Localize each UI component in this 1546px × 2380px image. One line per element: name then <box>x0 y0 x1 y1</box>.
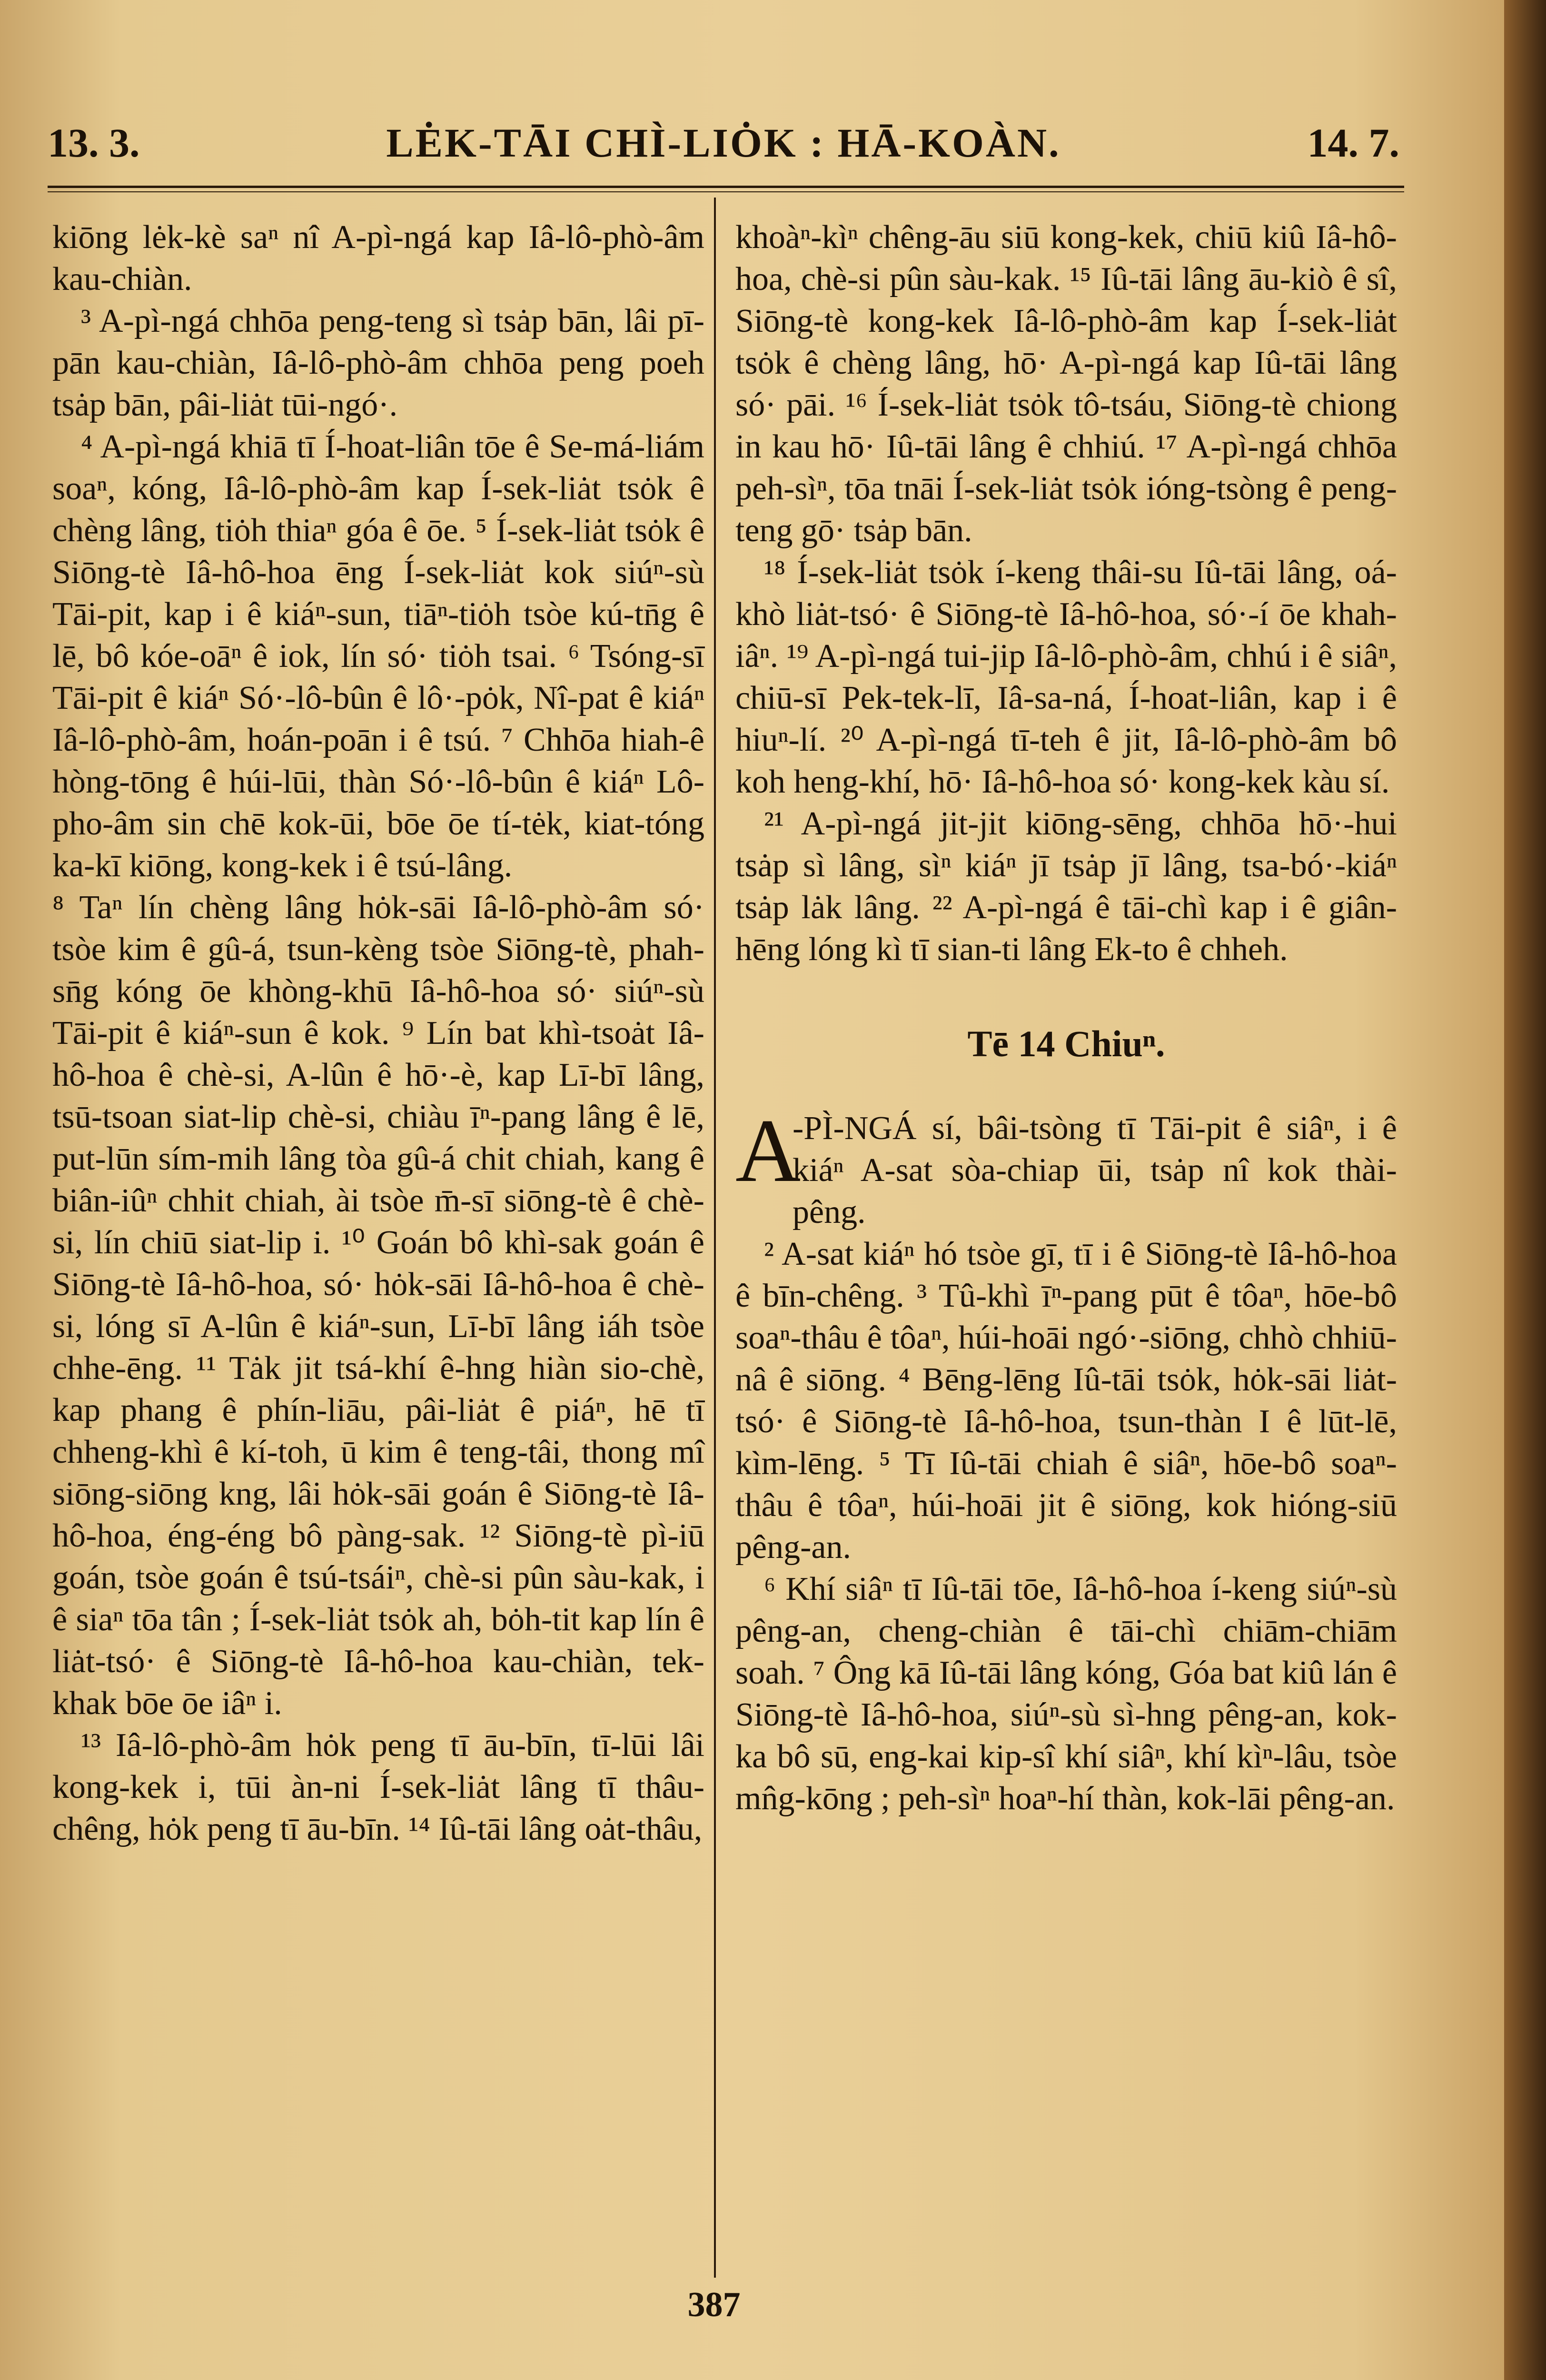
paragraph: ⁸ Taⁿ lín chèng lâng hȯk-sāi Iâ-lô-phò-âm só· tsòe kim ê gû-á, tsun-kèng tsòe Siōng-tè, phah-sn̄g kóng ōe khòng-khū Iâ-hô-hoa só· siúⁿ-sù Tāi-pit ê kiáⁿ-sun ê kok. ⁹ Lín bat khì-tsoȧt Iâ-hô-hoa ê chè-si, A-lûn ê hō·-è, kap Lī-bī lâng, tsū-tsoan siat-lip chè-si, chiàu īⁿ-pang lâng ê lē, put-lūn sím-mih lâng tòa gû-á chit chiah, kang ê biân-iûⁿ chhit chiah, ài tsòe m̄-sī siōng-tè ê chè-si, lín chiū siat-lip i. ¹⁰ Goán bô khì-sak goán ê Siōng-tè Iâ-hô-hoa, só· hȯk-sāi Iâ-hô-hoa ê chè-si, lóng sī A-lûn ê kiáⁿ-sun, Lī-bī lâng iáh tsòe chhe-ēng. ¹¹ Tȧk jit tsá-khí ê-hng hiàn sio-chè, kap phang ê phín-liāu, pâi-liȧt ê piáⁿ, hē tī chheng-khì ê kí-toh, ū kim ê teng-tâi, thong mî siōng-siōng kng, lâi hȯk-sāi goán ê Siōng-tè Iâ-hô-hoa, éng-éng bô pàng-sak. ¹² Siōng-tè pì-iū goán, tsòe goán ê tsú-tsáiⁿ, chè-si pûn sàu-kak, i ê siaⁿ tōa tân ; Í-sek-liȧt tsȯk ah, bȯh-tit kap lín ê liȧt-tsó· ê Siōng-tè Iâ-hô-hoa kau-chiàn, tek-khak bōe ōe iâⁿ i. <box>52 889 704 1722</box>
column-divider <box>714 198 716 2278</box>
chapter-first-text: -PÌ-NGÁ sí, bâi-tsòng tī Tāi-pit ê siâⁿ, i ê kiáⁿ A-sat sòa-chiap ūi, tsȧp nî kok thài-pêng. <box>793 1110 1397 1230</box>
header-left-reference: 13. 3. <box>48 120 140 166</box>
paragraph: ² A-sat kiáⁿ hó tsòe gī, tī i ê Siōng-tè Iâ-hô-hoa ê bīn-chêng. ³ Tû-khì īⁿ-pang pūt ê tôaⁿ, hōe-bô soaⁿ-thâu ê tôaⁿ, húi-hoāi ngó·-siōng, chhò chhiū-nâ ê siōng. ⁴ Bēng-lēng Iû-tāi tsȯk, hȯk-sāi liȧt-tsó· ê Siōng-tè Iâ-hô-hoa, tsun-thàn I ê lūt-lē, kìm-lēng. ⁵ Tī Iû-tāi chiah ê siâⁿ, hōe-bô soaⁿ-thâu ê tôaⁿ, húi-hoāi jit ê siōng, kok hióng-siū pêng-an. <box>735 1236 1397 1566</box>
drop-cap: A <box>735 1101 801 1201</box>
header-right-reference: 14. 7. <box>1307 120 1399 166</box>
page-number: 387 <box>687 2285 741 2324</box>
header-rule-thin <box>48 191 1404 192</box>
chapter-opening <box>735 1101 1397 1233</box>
paragraph: ³ A-pì-ngá chhōa peng-teng sì tsȧp bān, lâi pī-pān kau-chiàn, Iâ-lô-phò-âm chhōa peng poeh tsȧp bān, pâi-liȧt tūi-ngó·. <box>52 303 704 423</box>
right-column <box>735 217 1397 1820</box>
header-title: LĖK-TĀI CHÌ-LIȮK : HĀ-KOÀN. <box>386 120 1061 166</box>
paragraph: ⁶ Khí siâⁿ tī Iû-tāi tōe, Iâ-hô-hoa í-keng siúⁿ-sù pêng-an, cheng-chiàn ê tāi-chì chiām-chiām soah. ⁷ Ông kā Iû-tāi lâng kóng, Góa bat kiû lán ê Siōng-tè Iâ-hô-hoa, siúⁿ-sù sì-hng pêng-an, kok-ka bô sū, eng-kai kip-sî khí siâⁿ, khí kìⁿ-lâu, tsòe mn̂g-kōng ; peh-sìⁿ hoaⁿ-hí thàn, kok-lāi pêng-an. <box>735 1571 1397 1817</box>
paragraph: ²¹ A-pì-ngá jit-jit kiōng-sēng, chhōa hō·-hui tsȧp sì lâng, sìⁿ kiáⁿ jī tsȧp jī lâng, tsa-bó·-kiáⁿ tsȧp lȧk lâng. ²² A-pì-ngá ê tāi-chì kap i ê giân-hēng lóng kì tī sian-ti lâng Ek-to ê chheh. <box>735 805 1397 968</box>
page-edge <box>1504 0 1546 2380</box>
paragraph: khoàⁿ-kìⁿ chêng-āu siū kong-kek, chiū kiû Iâ-hô-hoa, chè-si pûn sàu-kak. ¹⁵ Iû-tāi lâng āu-kiò ê sî, Siōng-tè kong-kek Iâ-lô-phò-âm kap Í-sek-liȧt tsȯk ê chèng lâng, hō· A-pì-ngá kap Iû-tāi lâng só· pāi. ¹⁶ Í-sek-liȧt tsȯk tô-tsáu, Siōng-tè chiong in kau hō· Iû-tāi lâng ê chhiú. ¹⁷ A-pì-ngá chhōa peh-sìⁿ, tōa tnāi Í-sek-liȧt tsȯk ióng-tsòng ê peng-teng gō· tsȧp bān. <box>735 219 1397 549</box>
paragraph: ¹³ Iâ-lô-phò-âm hȯk peng tī āu-bīn, tī-lūi lâi kong-kek i, tūi àn-ni Í-sek-liȧt lâng tī thâu-chêng, hȯk peng tī āu-bīn. ¹⁴ Iû-tāi lâng oȧt-thâu, <box>52 1727 704 1847</box>
paragraph: ⁴ A-pì-ngá khiā tī Í-hoat-liân tōe ê Se-má-liám soaⁿ, kóng, Iâ-lô-phò-âm kap Í-sek-liȧt tsȯk ê chèng lâng, tiȯh thiaⁿ góa ê ōe. ⁵ Í-sek-liȧt tsȯk ê Siōng-tè Iâ-hô-hoa ēng Í-sek-liȧt kok siúⁿ-sù Tāi-pit, kap i ê kiáⁿ-sun, tiāⁿ-tiȯh tsòe kú-tn̄g ê lē, bô kóe-oāⁿ ê iok, lín só· tiȯh tsai. ⁶ Tsóng-sī Tāi-pit ê kiáⁿ Só·-lô-bûn ê lô·-pȯk, Nî-pat ê kiáⁿ Iâ-lô-phò-âm, hoán-poān i ê tsú. ⁷ Chhōa hiah-ê hòng-tōng ê húi-lūi, thàn Só·-lô-bûn ê kiáⁿ Lô-pho-âm sin chē kok-ūi, bōe ōe tí-tėk, kiat-tóng ka-kī kiōng, kong-kek i ê tsú-lâng. <box>52 428 704 884</box>
paragraph: ¹⁸ Í-sek-liȧt tsȯk í-keng thâi-su Iû-tāi lâng, oá-khò liȧt-tsó· ê Siōng-tè Iâ-hô-hoa, só·-í ōe khah-iâⁿ. ¹⁹ A-pì-ngá tui-jip Iâ-lô-phò-âm, chhú i ê siâⁿ, chiū-sī Pek-tek-lī, Iâ-sa-ná, Í-hoat-liân, kap i ê hiuⁿ-lí. ²⁰ A-pì-ngá tī-teh ê jit, Iâ-lô-phò-âm bô koh heng-khí, hō· Iâ-hô-hoa só· kong-kek kàu sí. <box>735 554 1397 800</box>
running-header <box>48 119 1399 171</box>
header-rule <box>48 186 1404 188</box>
left-column <box>52 217 704 1850</box>
chapter-heading: Tē 14 Chiuⁿ. <box>967 1023 1165 1064</box>
paragraph: kiōng lėk-kè saⁿ nî A-pì-ngá kap Iâ-lô-phò-âm kau-chiàn. <box>52 219 704 298</box>
